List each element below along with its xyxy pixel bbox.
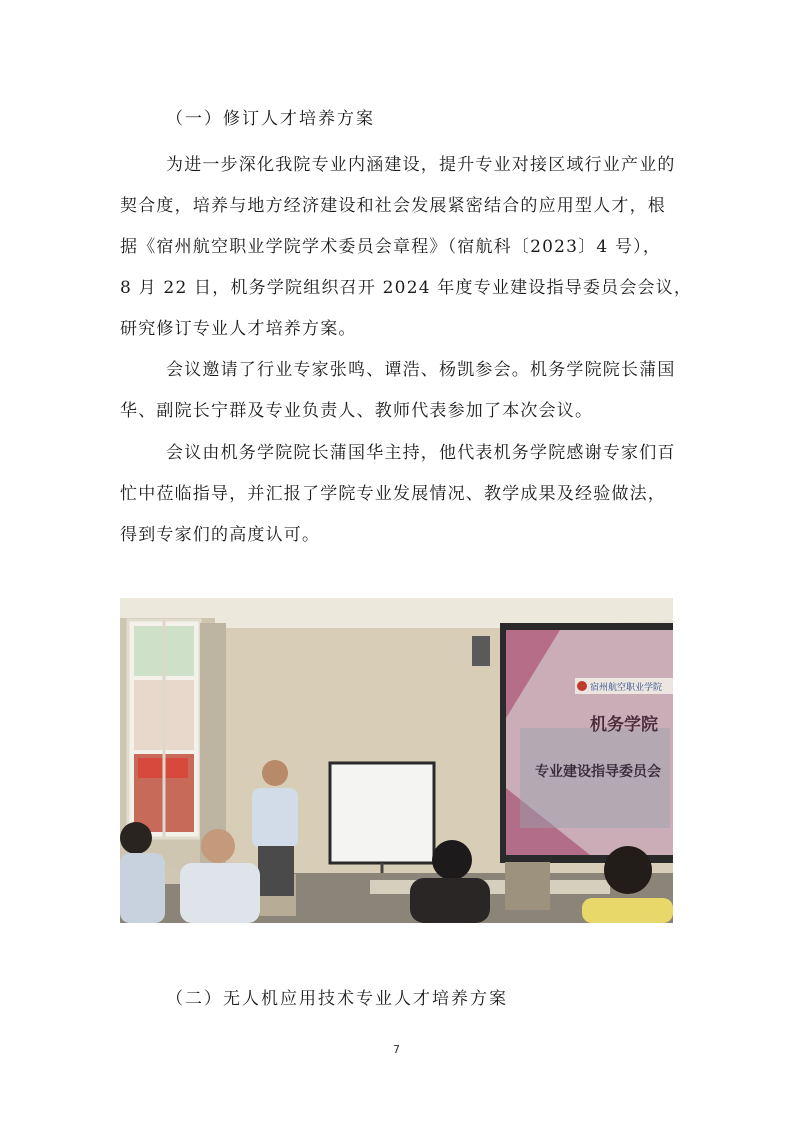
paragraph-line: 据《宿州航空职业学院学术委员会章程》（宿航科〔2023〕4 号）， [120, 237, 662, 257]
paragraph-line: 忙中莅临指导，并汇报了学院专业发展情况、教学成果及经验做法， [120, 484, 666, 504]
paragraph-line: 会议邀请了行业专家张鸣、谭浩、杨凯参会。机务学院院长蒲国 [166, 360, 676, 380]
page-number: 7 [393, 1043, 400, 1056]
slide-title: 机务学院 [590, 715, 658, 735]
paragraph-line: 为进一步深化我院专业内涵建设，提升专业对接区域行业产业的 [166, 155, 676, 175]
paragraph-line: 研究修订专业人才培养方案。 [120, 319, 357, 339]
paragraph-line: 得到专家们的高度认可。 [120, 525, 321, 545]
slide-logo-text: 宿州航空职业学院 [590, 683, 663, 693]
section2-heading: （二）无人机应用技术专业人才培养方案 [166, 989, 508, 1009]
section1-heading: （一）修订人才培养方案 [166, 109, 375, 129]
paragraph-line: 华、副院长宁群及专业负责人、教师代表参加了本次会议。 [120, 401, 594, 421]
paragraph-line: 8 月 22 日，机务学院组织召开 2024 年度专业建设指导委员会会议， [120, 278, 693, 298]
slide-subtitle: 专业建设指导委员会 [535, 764, 661, 780]
meeting-photo [120, 598, 673, 923]
paragraph-line: 会议由机务学院院长蒲国华主持，他代表机务学院感谢专家们百 [166, 443, 676, 463]
paragraph-line: 契合度，培养与地方经济建设和社会发展紧密结合的应用型人才，根 [120, 196, 666, 216]
